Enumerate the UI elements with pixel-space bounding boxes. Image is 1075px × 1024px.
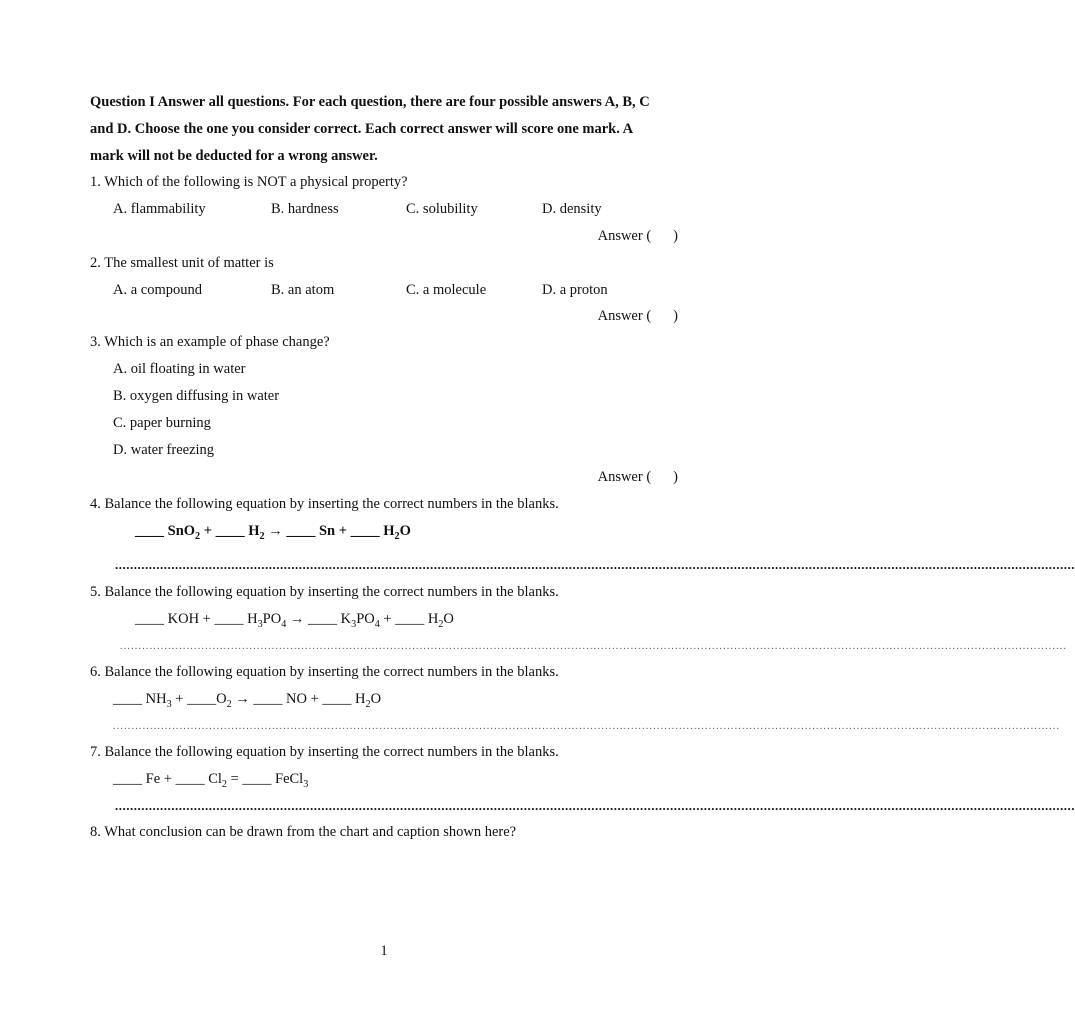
formula: H	[248, 523, 260, 539]
answer-label: Answer (	[597, 308, 652, 324]
blank[interactable]: ____	[286, 523, 316, 539]
instructions-line-3: mark will not be deducted for a wrong answer.	[90, 148, 378, 164]
plus-sign: +	[202, 611, 211, 627]
subscript: 4	[281, 618, 287, 630]
answer-label: Answer (	[597, 469, 652, 485]
subscript: 2	[195, 530, 201, 542]
equals-sign: =	[230, 771, 239, 787]
q6-equation	[113, 691, 381, 708]
subscript: 2	[365, 698, 371, 710]
formula: NH	[145, 691, 167, 707]
formula: PO	[356, 611, 375, 627]
blank[interactable]: ____	[135, 611, 164, 627]
blank[interactable]: ____	[322, 691, 352, 707]
blank[interactable]: ____	[215, 523, 245, 539]
q1-option-c: C. solubility	[406, 201, 478, 217]
q3-answer-field[interactable]	[598, 469, 678, 486]
question-4-text: 4. Balance the following equation by inserting the correct numbers in the blanks.	[90, 496, 559, 512]
blank[interactable]: ____	[175, 771, 205, 787]
formula: FeCl	[275, 771, 304, 787]
question-6-text: 6. Balance the following equation by inserting the correct numbers in the blanks.	[90, 664, 559, 680]
q2-answer-field[interactable]	[598, 308, 678, 325]
formula: PO	[262, 611, 282, 627]
plus-sign: +	[383, 611, 392, 627]
subscript: 3	[166, 698, 172, 710]
q4-equation	[135, 523, 411, 540]
q3-option-a: A. oil floating in water	[113, 361, 246, 377]
blank[interactable]: ____	[113, 691, 142, 707]
arrow-icon: →	[268, 523, 283, 539]
q7-equation	[113, 771, 308, 788]
q2-option-a: A. a compound	[113, 282, 202, 298]
formula: K	[340, 611, 352, 627]
question-8-text: 8. What conclusion can be drawn from the chart and caption shown here?	[90, 824, 517, 840]
answer-close: )	[673, 228, 678, 244]
q4-answer-line[interactable]: ................................................................................................................................................................................................................................................................	[115, 557, 1075, 572]
formula: O	[443, 611, 454, 627]
question-5-text: 5. Balance the following equation by inserting the correct numbers in the blanks.	[90, 584, 559, 600]
blank[interactable]: ____	[350, 523, 380, 539]
arrow-icon: →	[289, 611, 305, 627]
plus-sign: +	[310, 691, 319, 707]
plus-sign: +	[163, 771, 172, 787]
plus-sign: +	[175, 691, 184, 707]
subscript: 2	[221, 778, 227, 790]
q2-option-d: D. a proton	[542, 282, 608, 298]
subscript: 2	[226, 698, 232, 710]
q3-option-d: D. water freezing	[113, 442, 215, 458]
answer-close: )	[673, 308, 678, 324]
question-3-text: 3. Which is an example of phase change?	[90, 334, 330, 350]
q3-option-b: B. oxygen diffusing in water	[113, 388, 280, 404]
formula: Fe	[145, 771, 161, 787]
formula: KOH	[167, 611, 200, 627]
q1-option-d: D. density	[542, 201, 602, 217]
blank[interactable]: ____	[113, 771, 142, 787]
subscript: 3	[303, 778, 309, 790]
formula: H	[383, 523, 395, 539]
arrow-icon: →	[235, 691, 250, 707]
subscript: 2	[394, 530, 400, 542]
subscript: 4	[374, 618, 380, 630]
formula: SnO	[167, 523, 196, 539]
blank[interactable]: ____	[395, 611, 425, 627]
q7-answer-line[interactable]: ................................................................................................................................................................................................................................................................	[115, 798, 1075, 813]
q1-option-a: A. flammability	[113, 201, 206, 217]
formula: H	[427, 611, 439, 627]
subscript: 3	[257, 618, 263, 630]
plus-sign: +	[203, 523, 212, 539]
q5-answer-line[interactable]: ................................................................................................................................................................................................................................................................	[120, 641, 1068, 652]
q5-equation	[135, 611, 454, 628]
q6-answer-line[interactable]: ................................................................................................................................................................................................................................................................	[113, 721, 1061, 732]
blank[interactable]: ____	[253, 691, 283, 707]
plus-sign: +	[338, 523, 347, 539]
q1-option-b: B. hardness	[271, 201, 339, 217]
blank[interactable]: ____	[214, 611, 244, 627]
formula: Cl	[208, 771, 222, 787]
blank[interactable]: ____	[135, 523, 164, 539]
q3-option-c: C. paper burning	[113, 415, 211, 431]
page-number: 1	[380, 943, 388, 959]
formula: H	[355, 691, 366, 707]
formula: O	[216, 691, 227, 707]
formula: H	[247, 611, 258, 627]
answer-label: Answer (	[597, 228, 652, 244]
blank[interactable]: ____	[308, 611, 338, 627]
question-7-text: 7. Balance the following equation by inserting the correct numbers in the blanks.	[90, 744, 559, 760]
instructions-line-1: Question I Answer all questions. For each question, there are four possible answers A, B, C	[90, 94, 650, 110]
question-1-text: 1. Which of the following is NOT a physical property?	[90, 174, 408, 190]
instructions-line-2: and D. Choose the one you consider correct. Each correct answer will score one mark. A	[90, 121, 634, 137]
q2-option-c: C. a molecule	[406, 282, 487, 298]
q1-answer-field[interactable]	[598, 228, 678, 245]
formula: NO	[286, 691, 307, 707]
formula: O	[370, 691, 382, 707]
question-2-text: 2. The smallest unit of matter is	[90, 255, 274, 271]
q2-option-b: B. an atom	[271, 282, 335, 298]
answer-close: )	[673, 469, 678, 485]
subscript: 2	[259, 530, 265, 542]
formula: Sn	[318, 523, 336, 539]
formula: O	[399, 523, 411, 539]
subscript: 3	[351, 618, 357, 630]
subscript: 2	[438, 618, 444, 630]
blank[interactable]: ____	[187, 691, 217, 707]
blank[interactable]: ____	[242, 771, 272, 787]
